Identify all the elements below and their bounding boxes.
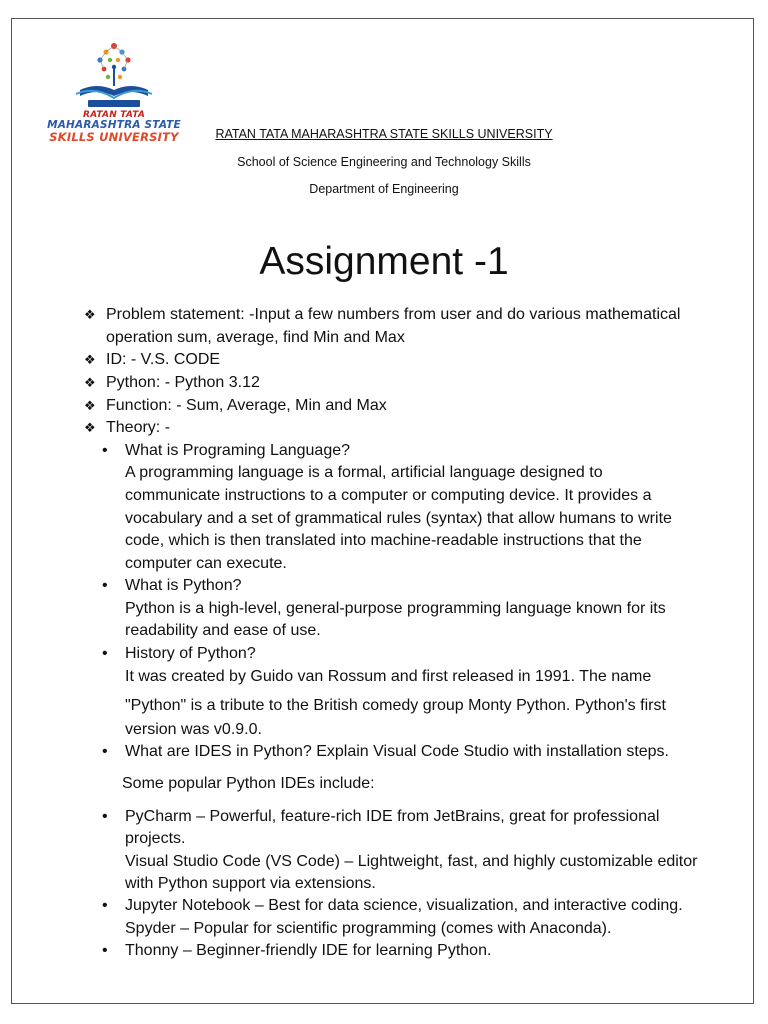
problem-statement-line2: operation sum, average, find Min and Max	[106, 329, 405, 346]
school-name: School of Science Engineering and Technology Skills	[237, 155, 531, 169]
diamond-bullet-icon: ❖	[84, 352, 96, 367]
bullet-icon: •	[102, 808, 108, 825]
logo-text-line1: RATAN TATA	[82, 110, 146, 120]
bullet-icon: •	[102, 577, 108, 594]
department-name: Department of Engineering	[309, 182, 459, 196]
question-programming-language: What is Programing Language?	[125, 442, 351, 459]
university-logo	[44, 40, 184, 144]
python-point: Python: - Python 3.12	[106, 374, 260, 391]
answer-line: computer can execute.	[125, 555, 287, 572]
diamond-bullet-icon: ❖	[84, 375, 96, 390]
bullet-icon: •	[102, 743, 108, 760]
question-history: History of Python?	[125, 645, 256, 662]
answer-line: readability and ease of use.	[125, 622, 321, 639]
logo-graphic	[44, 40, 184, 110]
ide-item-line: Jupyter Notebook – Best for data science, visualization, and interactive coding.	[125, 897, 683, 914]
theory-point: Theory: -	[106, 419, 171, 436]
answer-line: communicate instructions to a computer or computing device. It provides a	[125, 487, 652, 504]
ides-intro: Some popular Python IDEs include:	[122, 775, 375, 792]
ide-item-line: Thonny – Beginner-friendly IDE for learning Python.	[125, 942, 492, 959]
answer-line: It was created by Guido van Rossum and first released in 1991. The name	[125, 668, 652, 685]
answer-line: Python is a high-level, general-purpose programming language known for its	[125, 600, 666, 617]
ide-item-line: Spyder – Popular for scientific programming (comes with Anaconda).	[125, 920, 612, 937]
bullet-icon: •	[102, 645, 108, 662]
diamond-bullet-icon: ❖	[84, 420, 96, 435]
function-point: Function: - Sum, Average, Min and Max	[106, 397, 387, 414]
logo-text-line2: MAHARASHTRA STATE	[47, 119, 181, 131]
page-title: Assignment -1	[259, 240, 509, 283]
bullet-icon: •	[102, 942, 108, 959]
question-python: What is Python?	[125, 577, 242, 594]
answer-line: vocabulary and a set of grammatical rules (syntax) that allow humans to write	[125, 510, 672, 527]
ide-item-line: with Python support via extensions.	[125, 875, 376, 892]
question-ides: What are IDES in Python? Explain Visual Code Studio with installation steps.	[125, 743, 669, 760]
bullet-icon: •	[102, 897, 108, 914]
logo-text-line3: SKILLS UNIVERSITY	[49, 130, 179, 144]
ide-item-line: Visual Studio Code (VS Code) – Lightweight, fast, and highly customizable editor	[125, 853, 698, 870]
answer-line: code, which is then translated into machine-readable instructions that the	[125, 532, 642, 549]
diamond-bullet-icon: ❖	[84, 398, 96, 413]
ide-point: ID: - V.S. CODE	[106, 351, 221, 368]
university-name: RATAN TATA MAHARASHTRA STATE SKILLS UNIVERSITY	[215, 127, 553, 141]
bullet-icon: •	[102, 442, 108, 459]
ide-item-line: PyCharm – Powerful, feature-rich IDE from JetBrains, great for professional	[125, 808, 660, 825]
answer-line: "Python" is a tribute to the British comedy group Monty Python. Python's first	[125, 697, 666, 714]
answer-line: version was v0.9.0.	[125, 721, 262, 738]
answer-line: A programming language is a formal, artificial language designed to	[125, 464, 603, 481]
ide-item-line: projects.	[125, 830, 186, 847]
diamond-bullet-icon: ❖	[84, 307, 96, 322]
problem-statement-line1: Problem statement: -Input a few numbers from user and do various mathematical	[106, 306, 681, 323]
